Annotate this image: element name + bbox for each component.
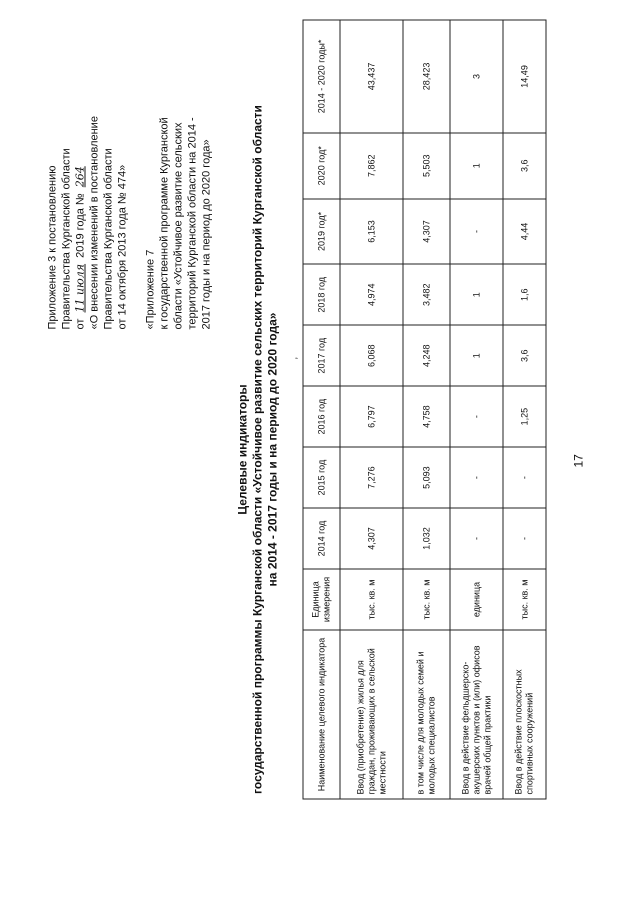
- header-line: «О внесении изменений в постановление: [88, 116, 100, 330]
- value-cell: 4,307: [340, 508, 403, 569]
- column-header: 2018 год: [303, 264, 340, 325]
- approval-header: [45, 20, 213, 330]
- title-line: Целевые индикаторы: [235, 384, 249, 515]
- table-row: [450, 20, 503, 799]
- indicator-name: Ввод (приобретение) жилья для граждан, проживающих в сельской местности: [340, 630, 403, 799]
- value-cell: 1,032: [403, 508, 450, 569]
- table-header-row: [303, 20, 340, 799]
- indicator-name: Ввод в действие плоскостных спортивных сооружений: [503, 630, 546, 799]
- header-date-prefix: от: [74, 318, 86, 330]
- value-cell: -: [503, 508, 546, 569]
- value-cell: -: [450, 199, 503, 265]
- total-cell: 3: [450, 20, 503, 133]
- header-line: области «Устойчивое развитие сельских: [172, 122, 184, 330]
- value-cell: 6,068: [340, 325, 403, 386]
- indicators-table: [302, 20, 546, 800]
- header-date-line: [73, 20, 87, 330]
- header-line: территорий Курганской области на 2014 -: [186, 117, 198, 330]
- column-header: Наименование целевого индикатора: [303, 630, 340, 799]
- stray-mark: ,: [288, 356, 298, 360]
- value-cell: 4,974: [340, 264, 403, 325]
- total-cell: 28,423: [403, 20, 450, 133]
- value-cell: 1,6: [503, 264, 546, 325]
- value-cell: 3,6: [503, 133, 546, 199]
- value-cell: 1: [450, 325, 503, 386]
- unit-cell: единица: [450, 569, 503, 630]
- header-date-middle: 2019 года №: [74, 193, 86, 258]
- page-number: 17: [571, 454, 585, 468]
- column-header: Единица измерения: [303, 569, 340, 630]
- value-cell: 1: [450, 264, 503, 325]
- handwritten-date: 11 июля: [73, 263, 86, 313]
- header-line: Правительства Курганской области: [60, 148, 72, 330]
- value-cell: 3,6: [503, 325, 546, 386]
- title-line: на 2014 - 2017 годы и на период до 2020 года»: [265, 312, 279, 587]
- value-cell: 6,797: [340, 386, 403, 447]
- column-header: 2014 год: [303, 508, 340, 569]
- total-cell: 43,437: [340, 20, 403, 133]
- header-line: 2017 годы и на период до 2020 года»: [200, 139, 212, 330]
- value-cell: 7,862: [340, 133, 403, 199]
- header-line: Правительства Курганской области: [102, 148, 114, 330]
- column-header: 2019 год*: [303, 199, 340, 265]
- value-cell: 1: [450, 133, 503, 199]
- value-cell: 4,758: [403, 386, 450, 447]
- value-cell: 7,276: [340, 447, 403, 508]
- value-cell: 3,482: [403, 264, 450, 325]
- value-cell: 4,44: [503, 199, 546, 265]
- value-cell: -: [450, 447, 503, 508]
- column-header: 2020 год*: [303, 133, 340, 199]
- value-cell: -: [450, 386, 503, 447]
- value-cell: 4,248: [403, 325, 450, 386]
- value-cell: -: [450, 508, 503, 569]
- column-header: 2017 год: [303, 325, 340, 386]
- unit-cell: тыс. кв. м: [340, 569, 403, 630]
- header-line: Приложение 3 к постановлению: [46, 165, 58, 330]
- unit-cell: тыс. кв. м: [403, 569, 450, 630]
- indicator-name: в том числе для молодых семей и молодых специалистов: [403, 630, 450, 799]
- title-line: государственной программы Курганской области «Устойчивое развитие сельских территорий Курганской области: [250, 105, 264, 794]
- header-line: от 14 октября 2013 года № 474»: [116, 164, 128, 330]
- table-row: [403, 20, 450, 799]
- value-cell: 6,153: [340, 199, 403, 265]
- total-cell: 14,49: [503, 20, 546, 133]
- value-cell: 1,25: [503, 386, 546, 447]
- column-header: 2016 год: [303, 386, 340, 447]
- document-title: [235, 20, 280, 880]
- table-row: [503, 20, 546, 799]
- column-header: 2015 год: [303, 447, 340, 508]
- header-line: «Приложение 7: [144, 249, 156, 330]
- value-cell: 5,503: [403, 133, 450, 199]
- column-header: 2014 - 2020 годы*: [303, 20, 340, 133]
- unit-cell: тыс. кв. м: [503, 569, 546, 630]
- table-row: [340, 20, 403, 799]
- value-cell: 4,307: [403, 199, 450, 265]
- value-cell: 5,093: [403, 447, 450, 508]
- header-line: к государственной программе Курганской: [158, 117, 170, 330]
- handwritten-number: 264: [73, 166, 86, 188]
- value-cell: -: [503, 447, 546, 508]
- rotated-page: [5, 5, 635, 900]
- indicator-name: Ввод в действие фельдшерско-акушерских пунктов и (или) офисов врачей общей практики: [450, 630, 503, 799]
